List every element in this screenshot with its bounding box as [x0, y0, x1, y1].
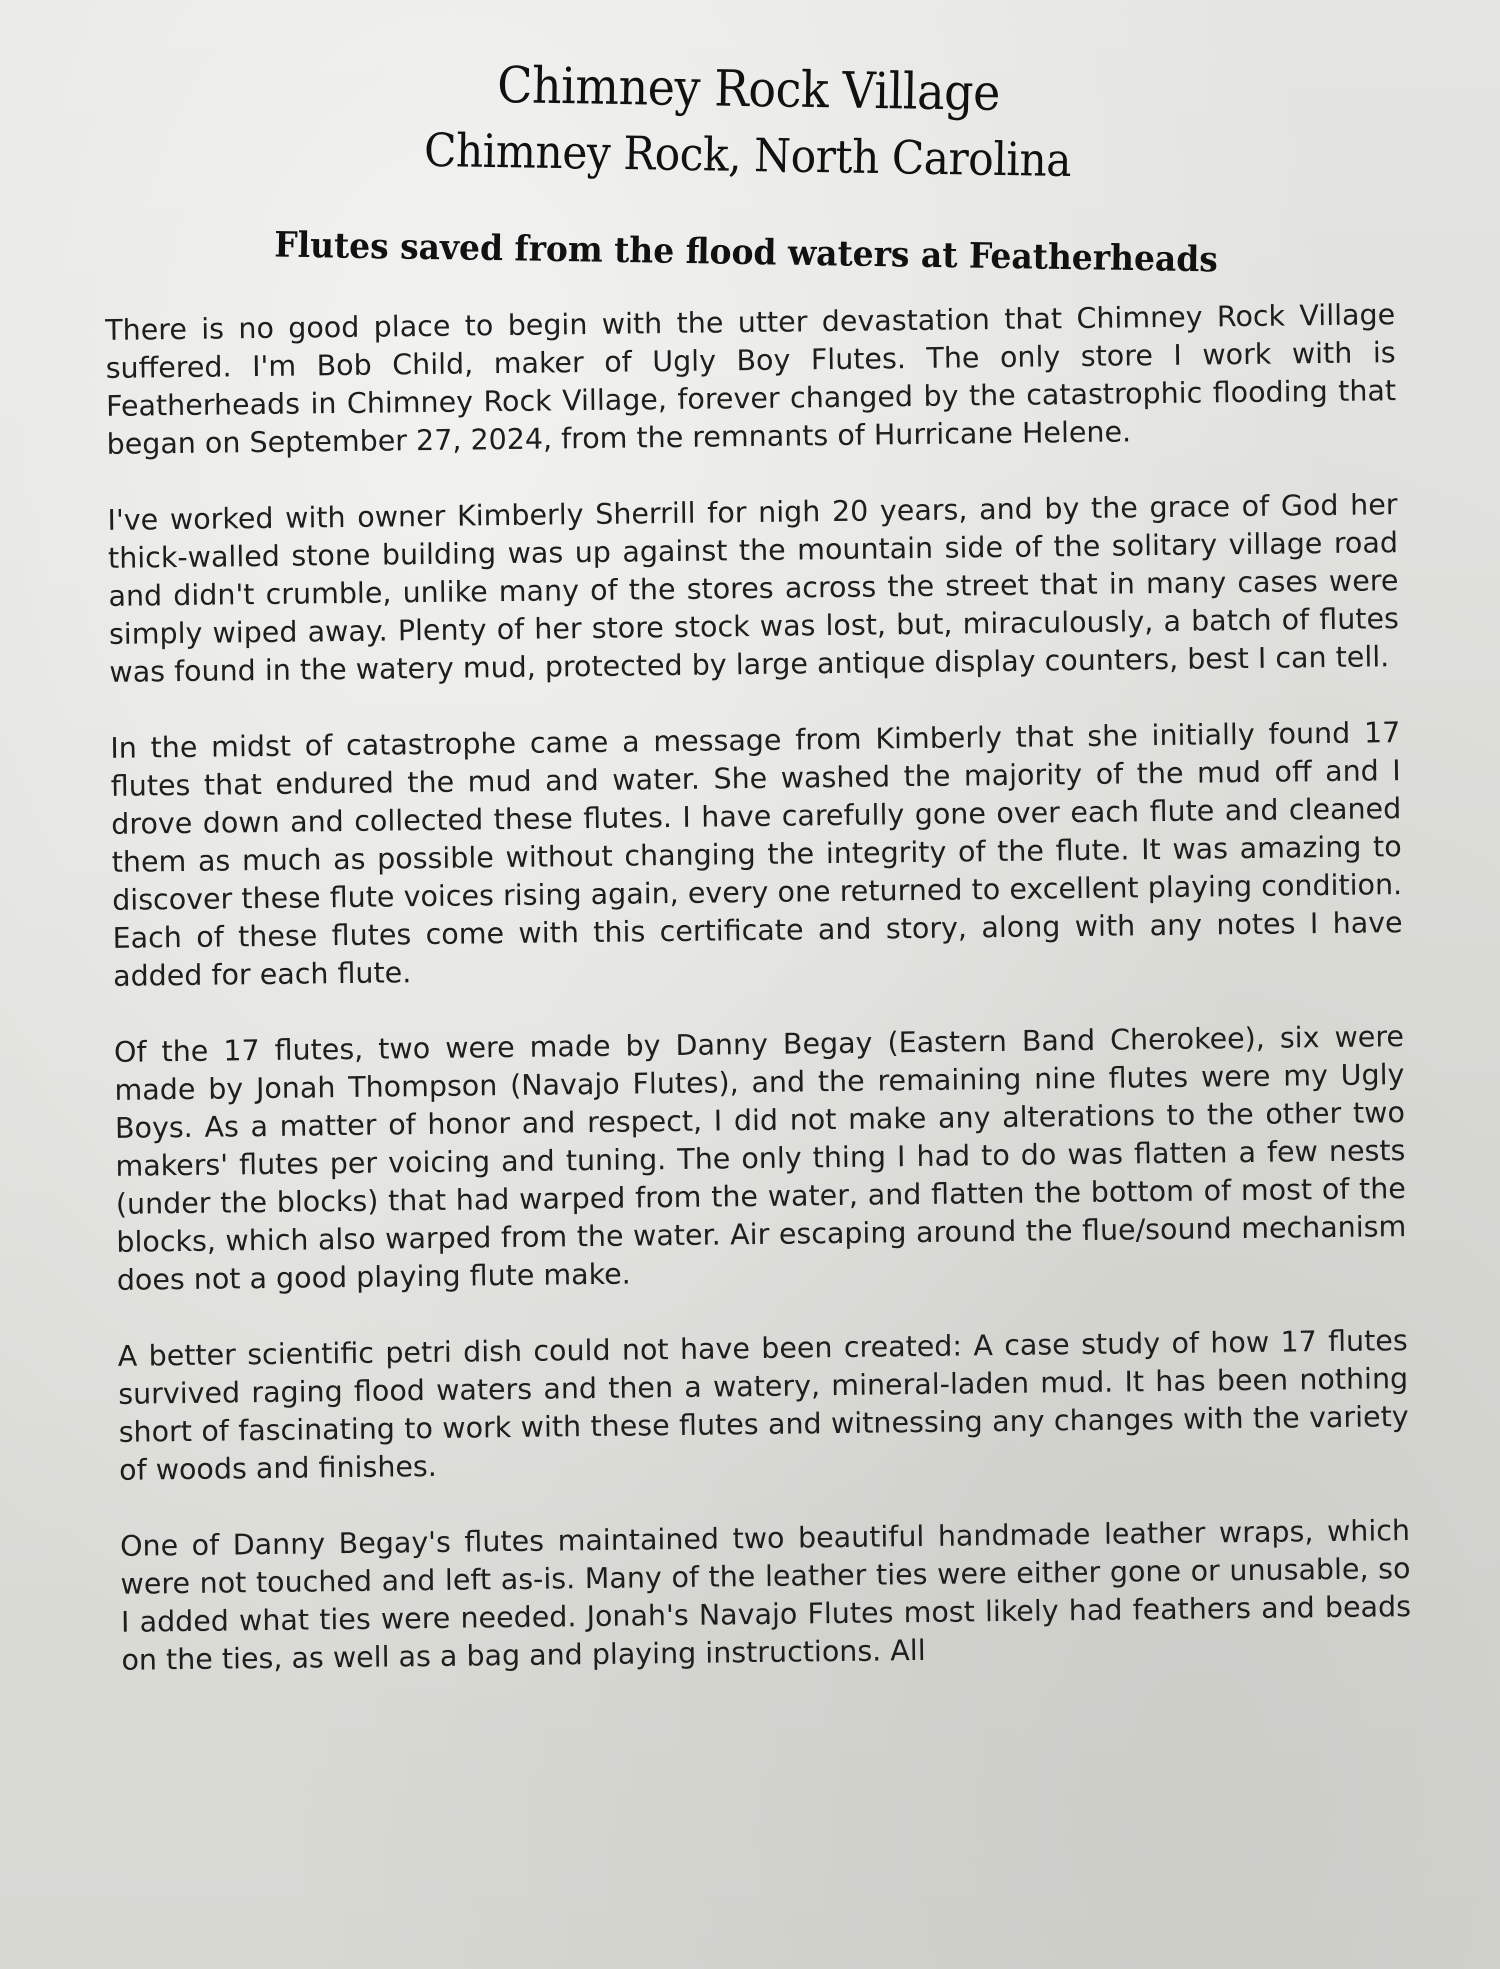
paragraph-leather-wraps: One of Danny Begay's flutes maintained two beautiful handmade leather wraps, which were not touched and left as-is. Many of the leather ties were either gone or unusable, so I added what ties were needed. Jonah's Navajo Flutes most likely had feathers and beads on the ties, as well as a bag and playing instructions. All	[119, 1514, 1412, 1677]
document-location: Chimney Rock, North Carolina	[423, 122, 1072, 188]
document-title: Chimney Rock Village	[496, 56, 1001, 122]
paragraph-intro: There is no good place to begin with the utter devastation that Chimney Rock Village suffered. I'm Bob Child, maker of Ugly Boy Flutes. The only store I work with is Featherheads in Chimney Rock Village, forever changed by the catastrophic flooding that began on September 27, 2024, from the remnants of Hurricane Helene.	[105, 298, 1397, 461]
document-subtitle: Flutes saved from the flood waters at Featherheads	[273, 224, 1219, 281]
paragraph-case-study: A better scientific petri dish could not have been created: A case study of how 17 flutes survived raging flood waters and then a watery, mineral-laden mud. It has been nothing short of fascinating to work with these flutes and witnessing any changes with the variety of woods and finishes.	[117, 1324, 1409, 1487]
paragraph-owner: I've worked with owner Kimberly Sherrill for nigh 20 years, and by the grace of God her thick-walled stone building was up against the mountain side of the solitary village road and didn't crumble, unlike many of the stores across the street that in many cases were simply wiped away. Plenty of her store stock was lost, but, miraculously, a batch of flutes was found in the watery mud, protected by large antique display counters, best I can tell.	[107, 488, 1400, 689]
document-body	[105, 296, 1412, 1718]
paragraph-makers: Of the 17 flutes, two were made by Danny Begay (Eastern Band Cherokee), six were made by Jonah Thompson (Navajo Flutes), and the remaining nine flutes were my Ugly Boys. As a matter of honor and respect, I did not make any alterations to the other two makers' flutes per voicing and tuning. The only thing I had to do was flatten a few nests (under the blocks) that had warped from the water, and flatten the bottom of most of the blocks, which also warped from the water. Air escaping around the flue/sound mechanism does not a good playing flute make.	[113, 1020, 1407, 1297]
paragraph-discovery: In the midst of catastrophe came a message from Kimberly that she initially found 17 flutes that endured the mud and water. She washed the majority of the mud off and I drove down and collected these flutes. I have carefully gone over each flute and cleaned them as much as possible without changing the integrity of the flute. It was amazing to discover these flute voices rising again, every one returned to excellent playing condition. Each of these flutes come with this certificate and story, along with any notes I have added for each flute.	[110, 716, 1403, 993]
